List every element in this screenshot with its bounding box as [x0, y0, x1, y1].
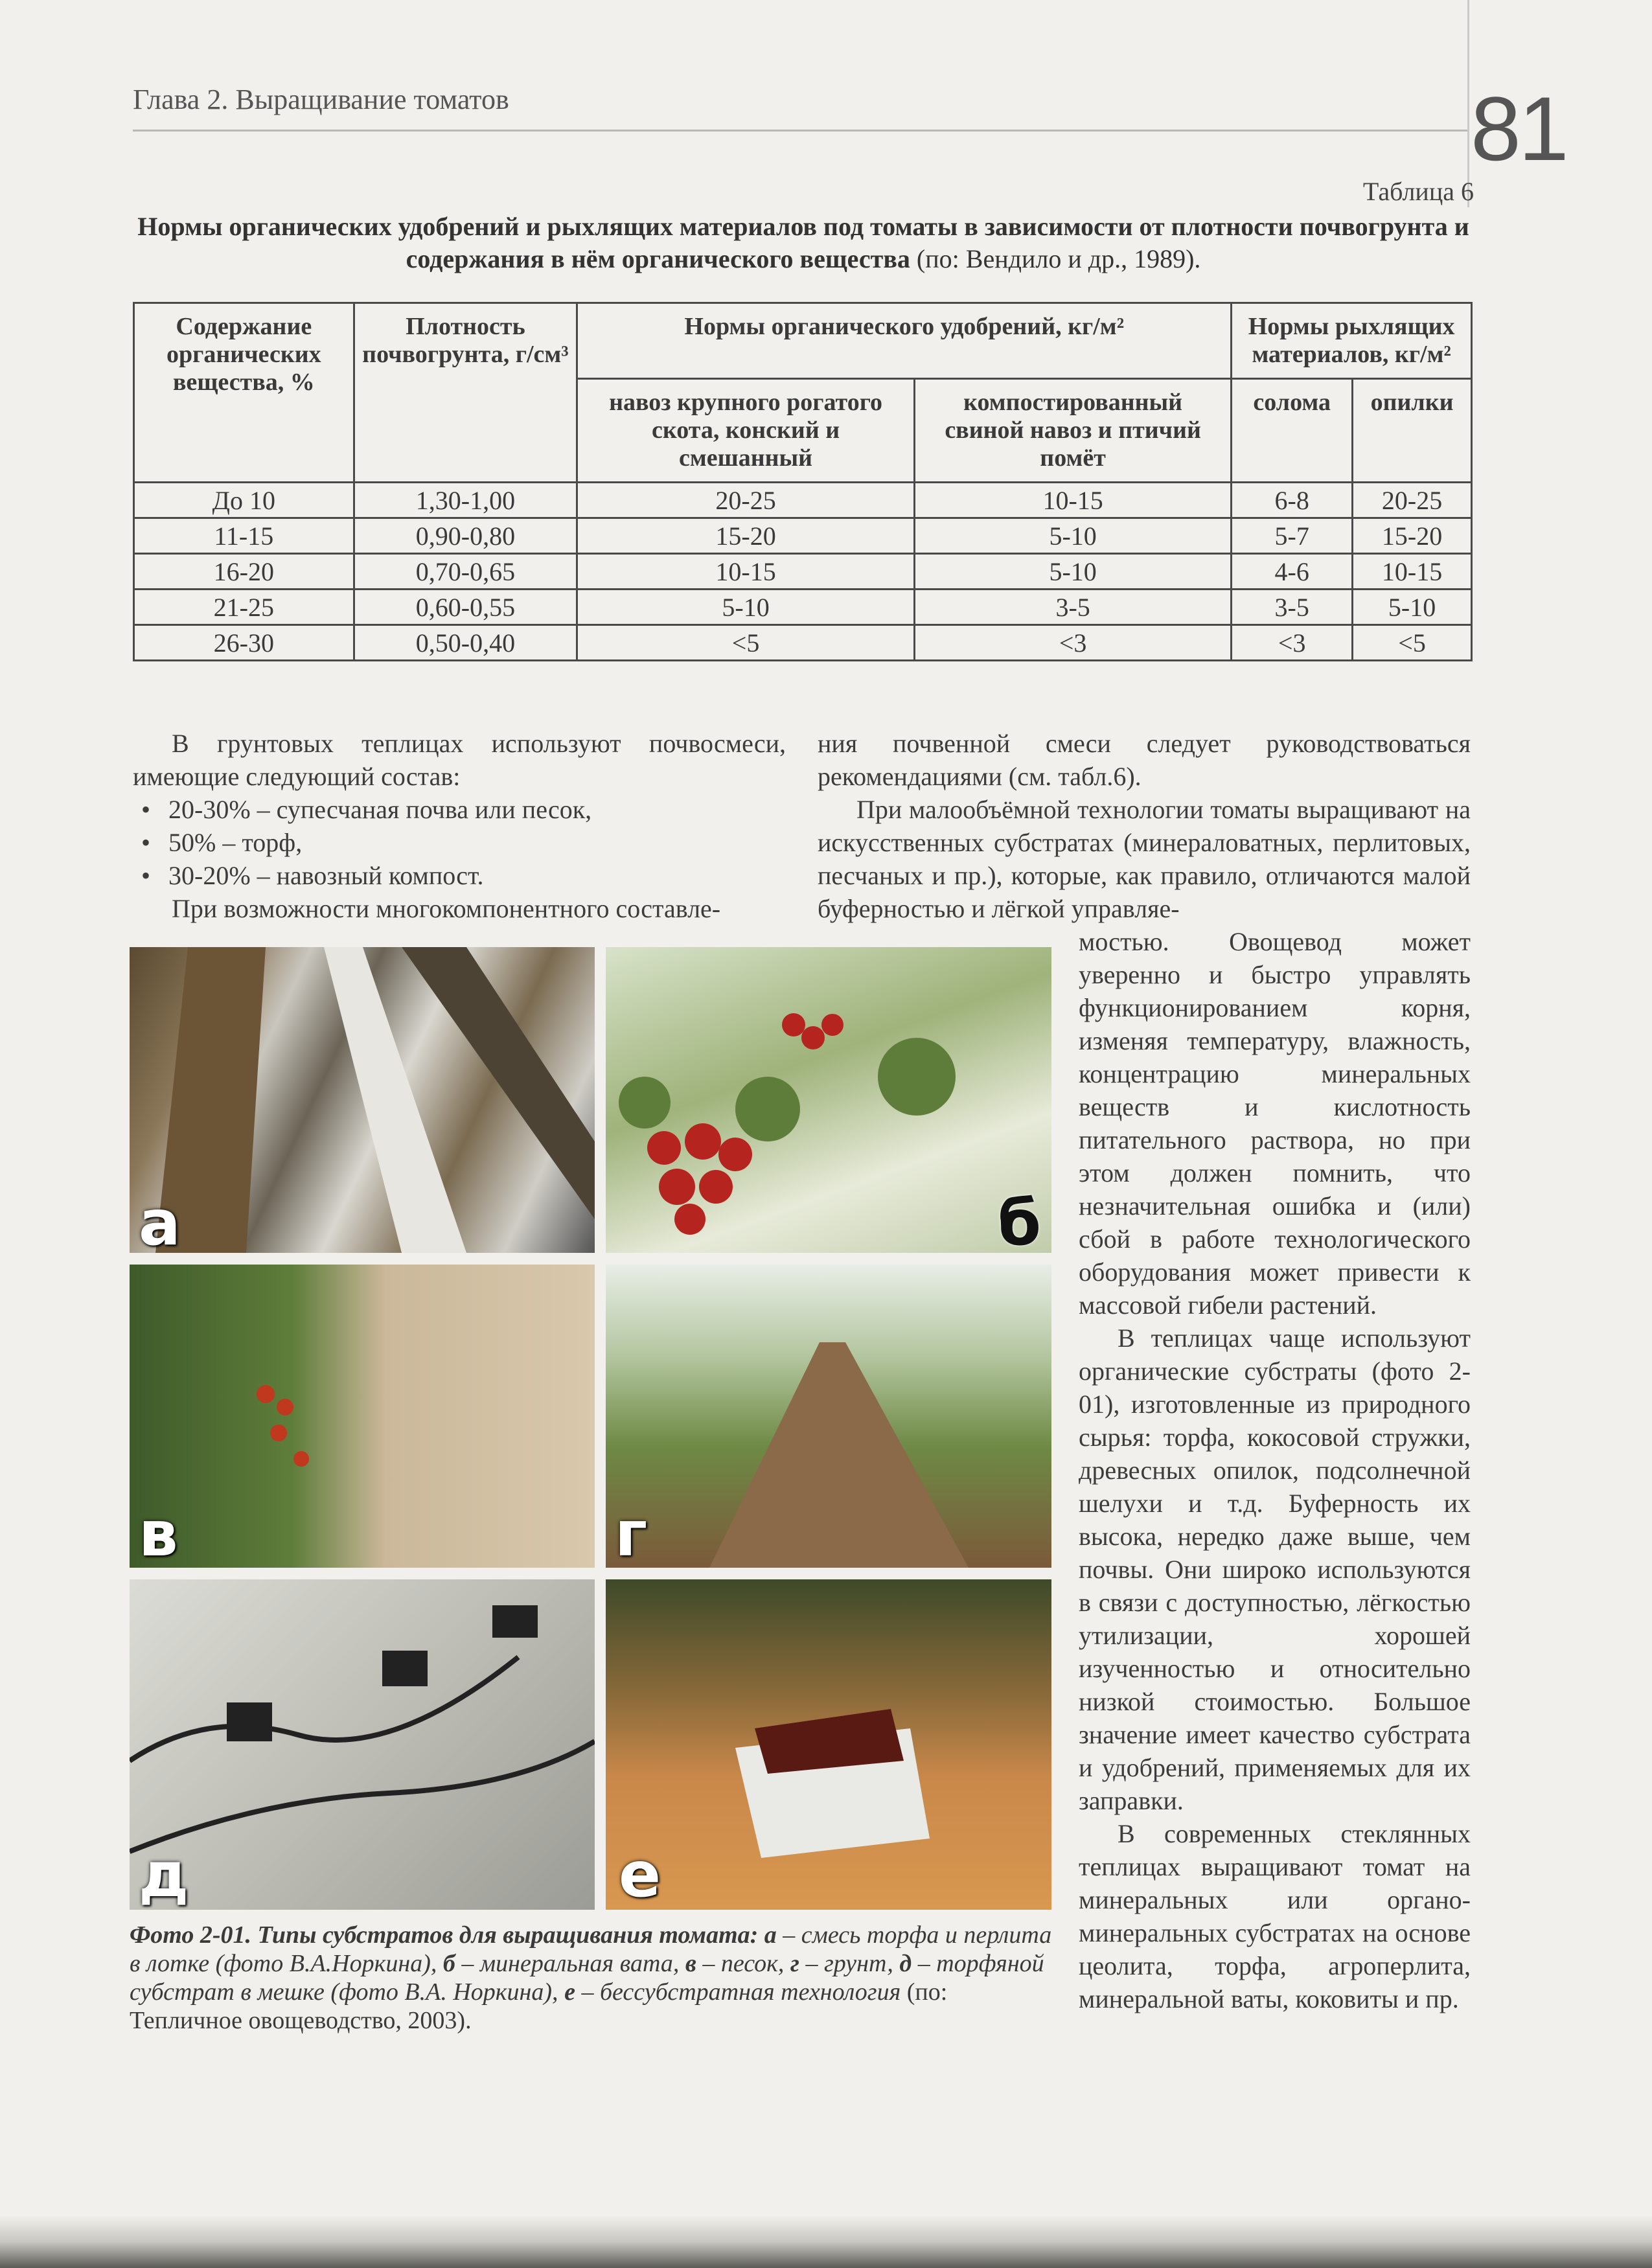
table-cell: 15-20 [1353, 518, 1472, 554]
caption-text: – бессубстратная технология [575, 1978, 901, 2006]
table-cell: 21-25 [134, 590, 354, 625]
table-cell: <3 [914, 625, 1231, 661]
table-row [134, 590, 1472, 625]
table-cell: 6-8 [1232, 483, 1353, 518]
table-cell: 5-10 [577, 590, 915, 625]
list-item: • 50% – торф, [168, 826, 786, 859]
caption-text: – песок, [696, 1950, 790, 1977]
table-cell: 10-15 [1353, 554, 1472, 590]
right-paragraph-2: При малообъёмной технологии томаты выращивают на искусственных субстратах (минераловатных, перлитовых, песчаных и пр.), которые, как правило, отличаются малой буферностью и лёгкой управляе- [818, 795, 1471, 923]
right-paragraph-1: ния почвенной смеси следует руководствоваться рекомендациями (см. табл.6). [818, 729, 1471, 791]
photo-label-g: г [615, 1498, 648, 1568]
table-cell: 0,60-0,55 [354, 590, 577, 625]
caption-letter: е [564, 1978, 575, 2006]
table-cell: 10-15 [577, 554, 915, 590]
header-straw: солома [1232, 379, 1353, 483]
photo-d [130, 1579, 595, 1910]
photo-g [606, 1265, 1051, 1568]
right-paragraph-3: В теплицах чаще используют органические субстраты (фото 2-01), изготовленные из природного сырья: торфа, кокосовой стружки, древесных опилок, подсолнечной шелухи и т.д. Буферность их высока, нередко даже выше, чем почвы. Они широко используются в связи с доступностью, лёгкостью утилизации, хорошей изученностью и относительно низкой стоимостью. Большое значение имеет качество субстрата и удобрений, применяемых для их заправки. [1079, 1323, 1471, 1815]
list-item: • 20-30% – супесчаная почва или песок, [168, 793, 786, 826]
photo-caption [130, 1921, 1056, 2035]
photo-v-graphic [130, 1265, 595, 1568]
caption-text: – минеральная вата, [455, 1950, 685, 1977]
table-cell: 0,50-0,40 [354, 625, 577, 661]
table-cell: <3 [1232, 625, 1353, 661]
caption-title: Фото 2-01. Типы субстратов для выращивания томата: а [130, 1921, 777, 1949]
header-density: Плотность почвогрунта, г/см³ [354, 303, 577, 483]
right-paragraph-2-wide [818, 793, 1471, 935]
table-cell: 5-7 [1232, 518, 1353, 554]
composition-list [133, 793, 786, 892]
photo-d-graphic [130, 1579, 595, 1910]
photo-e-graphic [606, 1579, 1051, 1910]
header-loosening-norms: Нормы рыхлящих материалов, кг/м² [1232, 303, 1472, 379]
table-cell: До 10 [134, 483, 354, 518]
caption-letter: г [790, 1950, 799, 1977]
table-cell: 4-6 [1232, 554, 1353, 590]
table-cell: <5 [577, 625, 915, 661]
table-cell: 20-25 [577, 483, 915, 518]
fertilizer-norms-table [133, 302, 1473, 661]
header-manure-cattle: навоз крупного рогатого скота, конский и смешанный [577, 379, 915, 483]
caption-letter: д [899, 1950, 912, 1977]
photo-label-e: е [619, 1838, 661, 1910]
table-cell: 5-10 [914, 518, 1231, 554]
photo-a [130, 947, 595, 1253]
table-title-main: Нормы органических удобрений и рыхлящих материалов под томаты в зависимости от плотности почвогрунта и содержания в нём органического вещества [137, 212, 1469, 273]
header-fertilizer-norms: Нормы органического удобрений, кг/м² [577, 303, 1232, 379]
right-paragraph-2-cont: мостью. Овощевод может уверенно и быстро управлять функционированием корня, изменяя температуру, влажность, концентрацию минеральных веществ и кислотность питательного раствора, но при этом должен помнить, что незначительная ошибка и (или) сбой в работе технологического оборудования может привести к массовой гибели растений. [1079, 927, 1471, 1320]
photo-label-d: д [139, 1838, 189, 1910]
left-intro: В грунтовых теплицах используют почвосмеси, имеющие следующий состав: [133, 729, 786, 791]
table-cell: 3-5 [914, 590, 1231, 625]
right-paragraph-4: В современных стеклянных теплицах выращивают томат на минеральных или органо-минеральных субстратах на основе цеолита, торфа, агроперлита, минеральной ваты, коковиты и пр. [1079, 1819, 1471, 2013]
caption-source: (по: Тепличное овощеводство, 2003). [130, 1978, 948, 2034]
table-cell: <5 [1353, 625, 1472, 661]
photo-a-graphic [130, 947, 595, 1253]
photo-label-b: б [998, 1187, 1042, 1253]
table-row [134, 483, 1472, 518]
photo-b-graphic [606, 947, 1051, 1253]
table-title-source: (по: Вендило и др., 1989). [910, 244, 1201, 273]
left-column-text [133, 727, 786, 925]
table-row [134, 554, 1472, 590]
table-cell: 0,70-0,65 [354, 554, 577, 590]
right-narrow-column [1079, 925, 1471, 2015]
header-rule [133, 130, 1467, 132]
caption-text: – грунт, [799, 1950, 900, 1977]
table-cell: 26-30 [134, 625, 354, 661]
table-cell: 10-15 [914, 483, 1231, 518]
table-cell: 16-20 [134, 554, 354, 590]
photo-label-a: а [139, 1187, 181, 1253]
chapter-header: Глава 2. Выращивание томатов [133, 84, 509, 115]
left-continuation: При возможности многокомпонентного составле- [172, 894, 721, 923]
photo-v [130, 1265, 595, 1568]
caption-letter: в [685, 1950, 696, 1977]
photo-g-graphic [606, 1265, 1051, 1568]
table-cell: 20-25 [1353, 483, 1472, 518]
table-cell: 0,90-0,80 [354, 518, 577, 554]
list-item: • 30-20% – навозный компост. [168, 859, 786, 892]
page-bottom-edge [0, 2216, 1652, 2268]
right-column-text-upper [818, 727, 1471, 793]
header-organic-content: Содержание органических веществa, % [134, 303, 354, 483]
header-manure-pig: компостированный свиной навоз и птичий помёт [914, 379, 1231, 483]
table-cell: 1,30-1,00 [354, 483, 577, 518]
header-sawdust: опилки [1353, 379, 1472, 483]
photo-b [606, 947, 1051, 1253]
caption-text: – торфяной субстрат в мешке (фото В.А. Норкина), [130, 1950, 1044, 2006]
caption-text: – смесь торфа и перлита в лотке (фото В.А.Норкина), [130, 1921, 1052, 1977]
table-row [134, 625, 1472, 661]
caption-letter: б [442, 1950, 455, 1977]
table-cell: 11-15 [134, 518, 354, 554]
table-row [134, 518, 1472, 554]
photo-label-v: в [139, 1498, 178, 1568]
table-cell: 5-10 [914, 554, 1231, 590]
table-cell: 15-20 [577, 518, 915, 554]
page-number: 81 [1471, 78, 1566, 179]
table-title [133, 211, 1474, 275]
table-cell: 3-5 [1232, 590, 1353, 625]
photo-e [606, 1579, 1051, 1910]
table-label: Таблица 6 [1362, 177, 1474, 206]
table-cell: 5-10 [1353, 590, 1472, 625]
